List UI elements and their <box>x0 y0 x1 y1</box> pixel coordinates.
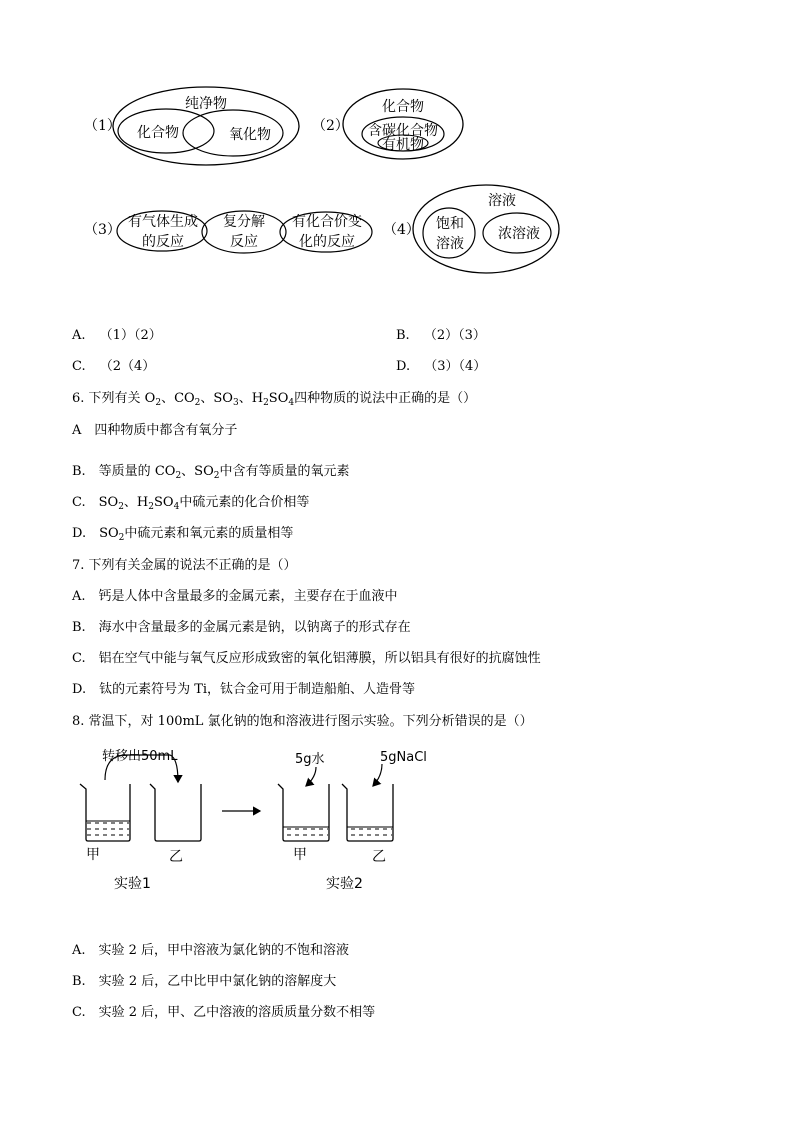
q5-option-b-text: （2）（3） <box>423 328 486 343</box>
nacl-label: 5gNaCl <box>380 750 427 765</box>
q5-option-c-text: （2（4） <box>99 359 156 374</box>
diagram-4-label: （4） <box>383 222 420 238</box>
subscript: 3 <box>232 398 239 408</box>
q6-option-d-text: 中硫元素和氧元素的质量相等 <box>124 526 294 541</box>
q6-option-c-text: 中硫元素的化合价相等 <box>179 495 310 510</box>
water-label: 5g水 <box>295 752 325 767</box>
diagram-1-label: （1） <box>84 118 121 134</box>
experiment-figure <box>70 742 470 892</box>
q6-option-c-text: 、H <box>123 495 149 510</box>
q6-option-b-text: B. 等质量的 CO <box>72 464 176 479</box>
diagram-3-left-line2: 的反应 <box>142 234 184 250</box>
diagram-1-left: 化合物 <box>137 125 179 141</box>
subscript: 2 <box>263 398 269 408</box>
q6-stem-text: 、H <box>238 391 264 406</box>
diagram-3 <box>114 208 376 256</box>
diagram-2-inner: 有机物 <box>382 137 424 153</box>
subscript: 4 <box>173 502 180 512</box>
diagram-2-outer: 化合物 <box>382 99 424 115</box>
q5-option-d-letter: D. <box>396 359 411 374</box>
diagram-1-outer: 纯净物 <box>185 96 227 112</box>
q5-option-d-text: （3）（4） <box>424 359 487 374</box>
diagram-4-left-line1: 饱和 <box>436 216 464 232</box>
q5-option-a[interactable] <box>72 328 162 344</box>
q8-option-a[interactable]: A. 实验 2 后，甲中溶液为氯化钠的不饱和溶液 <box>72 943 350 958</box>
water-arrow <box>306 767 316 786</box>
q5-option-b[interactable] <box>396 328 486 344</box>
diagram-1 <box>110 84 302 168</box>
subscript: 2 <box>175 471 182 481</box>
q5-option-a-text: （1）（2） <box>99 328 162 343</box>
q6-option-c-text: SO <box>154 495 174 510</box>
q6-stem-text: 、SO <box>200 391 233 406</box>
q6-stem-text: SO <box>268 391 289 406</box>
label-jia-exp2: 甲 <box>293 847 307 863</box>
q6-option-b[interactable] <box>72 464 350 480</box>
diagram-3-mid-line1: 复分解 <box>223 214 265 230</box>
q8-option-b[interactable]: B. 实验 2 后，乙中比甲中氯化钠的溶解度大 <box>72 974 337 989</box>
diagram-2 <box>340 86 466 162</box>
diagram-1-right: 氧化物 <box>229 127 271 143</box>
label-yi-exp2: 乙 <box>372 849 386 865</box>
subscript: 2 <box>148 502 154 512</box>
q6-option-c-text: C. SO <box>72 495 119 510</box>
label-exp1: 实验1 <box>114 876 151 892</box>
q5-option-c-letter: C. <box>72 359 86 374</box>
diagram-3-left-line1: 有气体生成 <box>128 214 198 230</box>
subscript: 2 <box>118 502 124 512</box>
q6-option-b-text: 中含有等质量的氧元素 <box>219 464 350 479</box>
q8-stem: 8. 常温下，对 100mL 氯化钠的饱和溶液进行图示实验。下列分析错误的是（） <box>72 714 533 729</box>
q6-option-c[interactable] <box>72 495 309 511</box>
beaker-yi-exp1 <box>150 784 201 841</box>
subscript: 2 <box>213 471 220 481</box>
diagram-4 <box>410 182 562 276</box>
q6-stem-text: 四种物质的说法中正确的是（） <box>294 391 477 406</box>
q6-option-a-text: A 四种物质中都含有氧分子 <box>72 423 238 438</box>
q6-option-d[interactable] <box>72 526 293 542</box>
label-yi-exp1: 乙 <box>169 849 183 865</box>
diagram-3-right-line2: 化的反应 <box>299 234 355 250</box>
diagram-2-label: （2） <box>312 118 349 134</box>
diagram-4-outer: 溶液 <box>488 193 516 209</box>
q7-option-d[interactable]: D. 钛的元素符号为 Ti，钛合金可用于制造船舶、人造骨等 <box>72 682 416 697</box>
q6-option-a[interactable] <box>72 423 237 439</box>
diagram-3-label: （3） <box>84 222 121 238</box>
q7-option-a[interactable]: A. 钙是人体中含量最多的金属元素，主要存在于血液中 <box>72 589 398 604</box>
q5-option-c[interactable] <box>72 359 155 375</box>
q7-option-c[interactable]: C. 铝在空气中能与氧气反应形成致密的氧化铝薄膜，所以铝具有很好的抗腐蚀性 <box>72 651 541 666</box>
q6-option-b-text: 、SO <box>181 464 214 479</box>
q6-stem-text: 6. 下列有关 O <box>72 391 156 406</box>
label-jia-exp1: 甲 <box>86 847 100 863</box>
diagram-4-right: 浓溶液 <box>498 226 540 242</box>
beaker-jia-exp1 <box>80 784 130 841</box>
subscript: 2 <box>194 398 201 408</box>
diagram-3-right-line1: 有化合价变 <box>292 214 362 230</box>
beaker-yi-exp2 <box>342 784 393 841</box>
q6-option-d-text: D. SO <box>72 526 119 541</box>
q8-option-c[interactable]: C. 实验 2 后，甲、乙中溶液的溶质质量分数不相等 <box>72 1005 376 1020</box>
beaker-jia-exp2 <box>278 784 329 841</box>
q5-option-d[interactable] <box>396 359 486 375</box>
diagram-2-middle: 含碳化合物 <box>368 123 438 139</box>
subscript: 2 <box>118 533 125 543</box>
q6-stem <box>72 391 476 407</box>
q5-option-b-letter: B. <box>396 328 410 343</box>
nacl-arrow <box>373 764 382 786</box>
label-exp2: 实验2 <box>326 876 363 892</box>
transfer-label: 转移出50mL <box>102 749 178 764</box>
subscript: 4 <box>288 398 295 408</box>
diagram-3-mid-line2: 反应 <box>230 234 258 250</box>
q7-stem: 7. 下列有关金属的说法不正确的是（） <box>72 558 297 573</box>
q6-stem-text: 、CO <box>161 391 195 406</box>
q5-option-a-letter: A. <box>72 328 86 343</box>
q7-option-b[interactable]: B. 海水中含量最多的金属元素是钠，以钠离子的形式存在 <box>72 620 411 635</box>
subscript: 2 <box>155 398 162 408</box>
diagram-4-left-line2: 溶液 <box>436 236 464 252</box>
